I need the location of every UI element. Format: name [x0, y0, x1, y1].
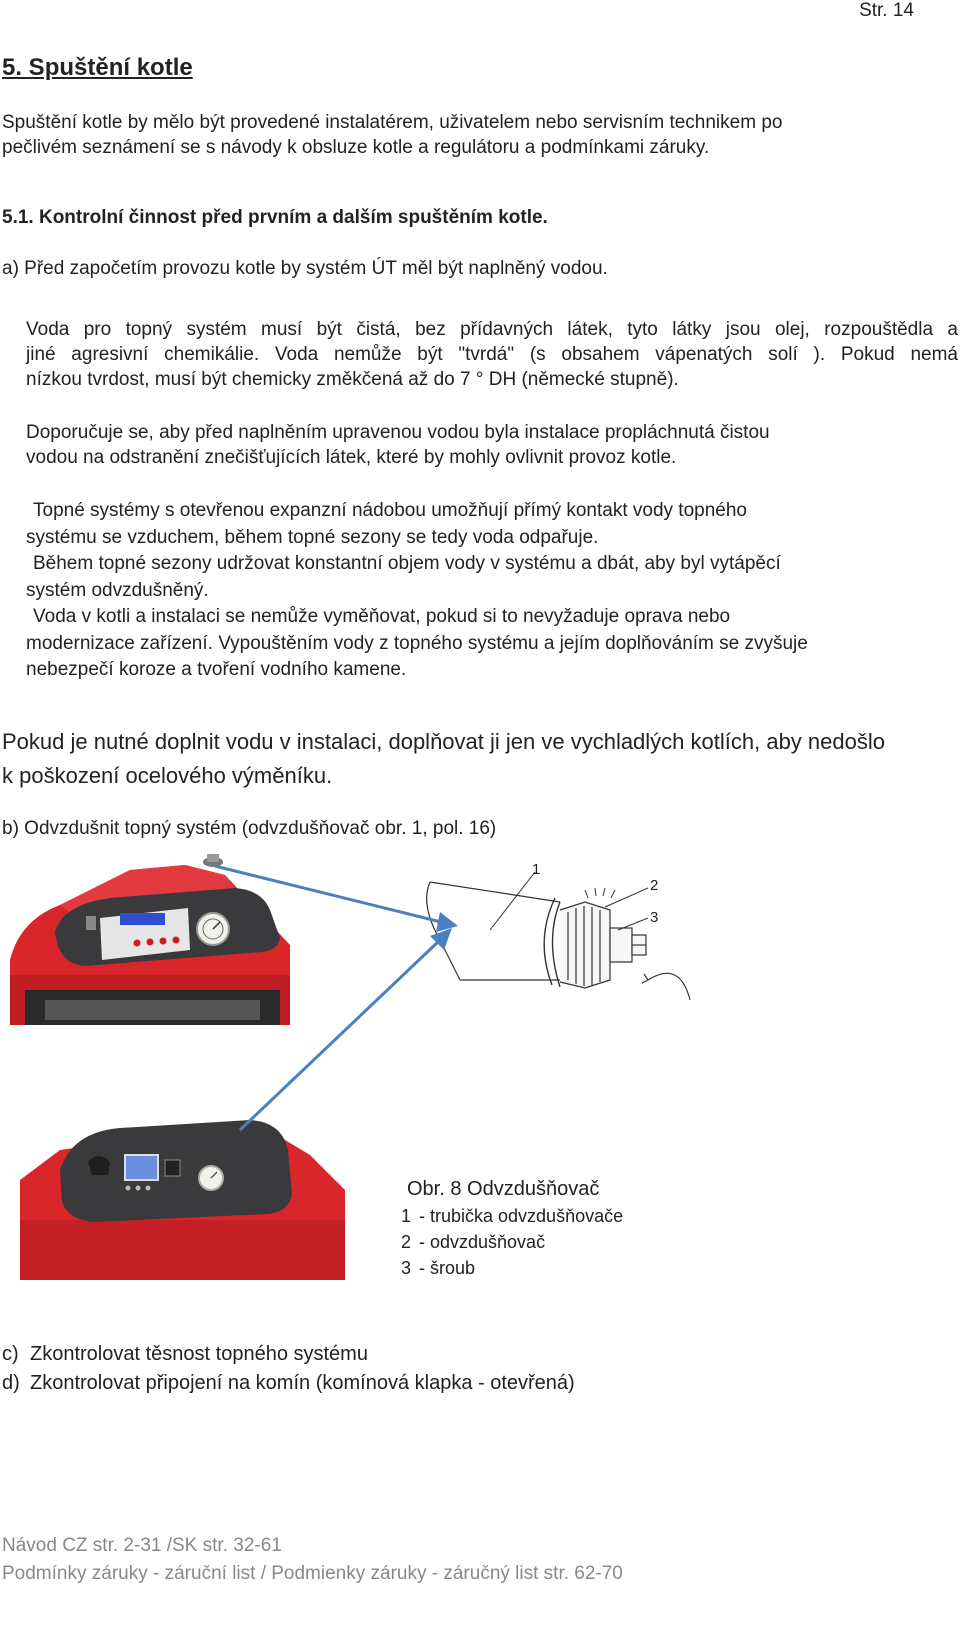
page-number: Str. 14 — [859, 0, 914, 21]
legend-item: 3 - šroub — [401, 1258, 476, 1278]
intro-line: pečlivém seznámení se s návody k obsluze kotle a regulátoru a podmínkami záruky. — [2, 137, 710, 158]
subsection-title: 5.1. Kontrolní činnost před prvním a dalším spuštěním kotle. — [2, 207, 548, 228]
legend-item: 2 - odvzdušňovač — [401, 1232, 546, 1252]
callout-3: 3 — [650, 909, 659, 926]
display-icon — [125, 1155, 158, 1180]
item-c: c) Zkontrolovat těsnost topného systému — [2, 1343, 368, 1365]
warning-line: k poškození ocelového výměníku. — [2, 763, 333, 788]
intro-line: Spuštění kotle by mělo být provedené instalatérem, uživatelem nebo servisním technikem po — [2, 112, 783, 133]
footer-line: Podmínky záruky - záruční list / Podmienky záruky - záručný list str. 62-70 — [2, 1563, 623, 1584]
legend-item: 1 - trubička odvzdušňovače — [401, 1206, 624, 1226]
checklist-cd — [2, 1340, 575, 1398]
callout-1: 1 — [532, 861, 541, 878]
figure-caption — [401, 1176, 623, 1281]
item-b: b) Odvzdušnit topný systém (odvzdušňovač obr. 1, pol. 16) — [2, 818, 497, 839]
boiler-top-illustration — [10, 854, 290, 1025]
open-systems-paragraph — [26, 498, 958, 684]
flushing-paragraph — [26, 420, 958, 470]
paragraph-line: Doporučuje se, aby před naplněním upravenou vodou byla instalace propláchnutá čistou — [26, 422, 770, 443]
paragraph-line: nízkou tvrdost, musí být chemicky změkčená až do 7 ° DH (německé stupně). — [26, 369, 679, 390]
section-title: 5. Spuštění kotle — [2, 54, 193, 81]
paragraph-line: Topné systémy s otevřenou expanzní nádobou umožňují přímý kontakt vody topného — [33, 500, 747, 521]
paragraph-line: systém odvzdušněný. — [26, 579, 209, 601]
item-a: a) Před započetím provozu kotle by systém ÚT měl být naplněný vodou. — [2, 258, 608, 279]
footer-line: Návod CZ str. 2-31 /SK str. 32-61 — [2, 1535, 282, 1556]
water-quality-paragraph — [26, 317, 958, 392]
caption-title: Obr. 8 Odvzdušňovač — [407, 1178, 600, 1200]
item-d: d) Zkontrolovat připojení na komín (komínová klapka - otevřená) — [2, 1372, 575, 1394]
callout-2: 2 — [650, 877, 659, 894]
paragraph-line: Voda pro topný systém musí být čistá, bez přídavných látek, tyto látky jsou olej, rozpouštědla a — [26, 319, 958, 340]
intro-paragraph — [2, 110, 782, 160]
paragraph-line: Voda v kotli a instalaci se nemůže vyměňovat, pokud si to nevyžaduje oprava nebo — [33, 606, 731, 627]
paragraph-line: vodou na odstranění znečišťujících látek, které by mohly ovlivnit provoz kotle. — [26, 447, 677, 468]
page-footer — [2, 1532, 623, 1588]
warning-line: Pokud je nutné doplnit vodu v instalaci, doplňovat ji jen ve vychladlých kotlích, aby nedošlo — [2, 729, 885, 754]
paragraph-line: nebezpečí koroze a tvoření vodního kamene. — [26, 659, 407, 680]
display-icon — [120, 913, 165, 925]
warning-paragraph — [2, 725, 942, 793]
paragraph-line: modernizace zařízení. Vypouštěním vody z topného systému a jejím doplňováním se zvyšuje — [26, 632, 808, 654]
paragraph-line: Během topné sezony udržovat konstantní objem vody v systému a dbát, aby byl vytápěcí — [33, 553, 781, 574]
boiler-bottom-illustration — [20, 1120, 345, 1280]
paragraph-line: jiné agresivní chemikálie. Voda nemůže být "tvrdá" (s obsahem vápenatých solí ). Pokud nemá — [26, 344, 958, 365]
paragraph-line: systému se vzduchem, během topné sezony se tedy voda odpařuje. — [26, 526, 599, 548]
